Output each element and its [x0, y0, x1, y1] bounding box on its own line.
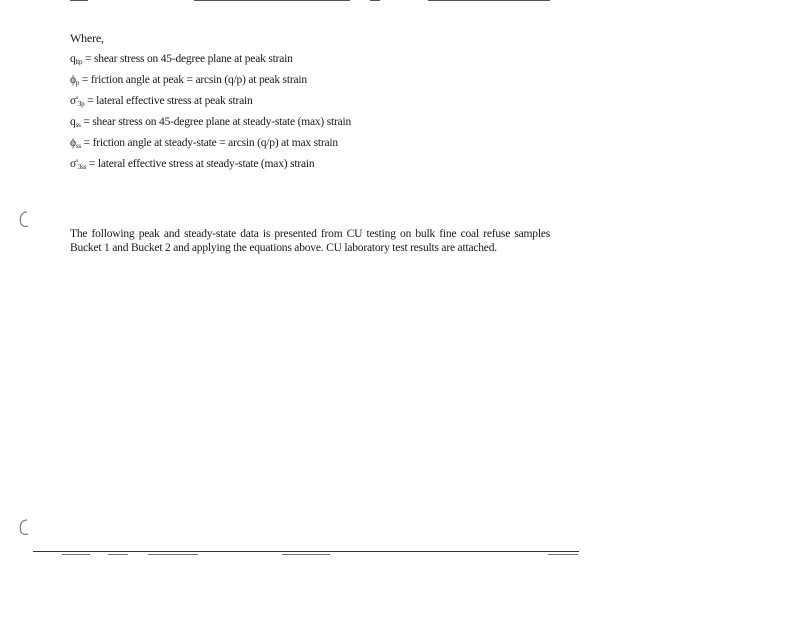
definition-symbol: $q_{ss}$	[70, 116, 81, 129]
definition-row	[70, 115, 351, 136]
definition-symbol: $\sigma'_{3p}$	[70, 95, 85, 108]
definition-text: = lateral effective stress at steady-state (max) strain	[88, 158, 315, 170]
bottom-rule-fragment	[108, 554, 128, 555]
bottom-rule-fragment	[62, 554, 90, 555]
top-rule-fragment	[428, 0, 550, 1]
definitions-list	[70, 52, 351, 178]
definition-symbol: $\phi_p$	[70, 74, 80, 87]
definition-symbol: $q_{ltp}$	[70, 53, 83, 66]
definition-row	[70, 157, 351, 178]
where-label: Where,	[70, 31, 104, 45]
bottom-rule	[33, 551, 579, 552]
definition-text: = shear stress on 45-degree plane at peak strain	[85, 53, 293, 65]
definition-row	[70, 136, 351, 157]
definition-symbol: $\sigma'_{3ss}$	[70, 158, 87, 171]
definition-row	[70, 73, 351, 94]
definition-row	[70, 52, 351, 73]
bottom-rule-fragment	[548, 554, 578, 555]
bottom-rule-fragment	[282, 554, 330, 555]
definition-row	[70, 94, 351, 115]
body-paragraph: The following peak and steady-state data is presented from CU testing on bulk fine coal refuse samples Bucket 1 and Bucket 2 and applying the equations above. CU laboratory test results are attached.	[70, 227, 550, 254]
punch-hole-icon	[18, 518, 30, 536]
definition-text: = shear stress on 45-degree plane at steady-state (max) strain	[83, 116, 352, 128]
definition-text: = lateral effective stress at peak strain	[87, 95, 253, 107]
definition-text: = friction angle at peak = arcsin (q/p) at peak strain	[81, 74, 307, 86]
top-rule-fragment	[70, 0, 88, 1]
bottom-rule-fragment	[148, 554, 198, 555]
top-rule-fragment	[194, 0, 350, 1]
definition-symbol: $\phi_{ss}$	[70, 137, 81, 150]
top-rule-fragment	[370, 0, 380, 1]
punch-hole-icon	[18, 210, 30, 228]
definition-text: = friction angle at steady-state = arcsin (q/p) at max strain	[83, 137, 338, 149]
